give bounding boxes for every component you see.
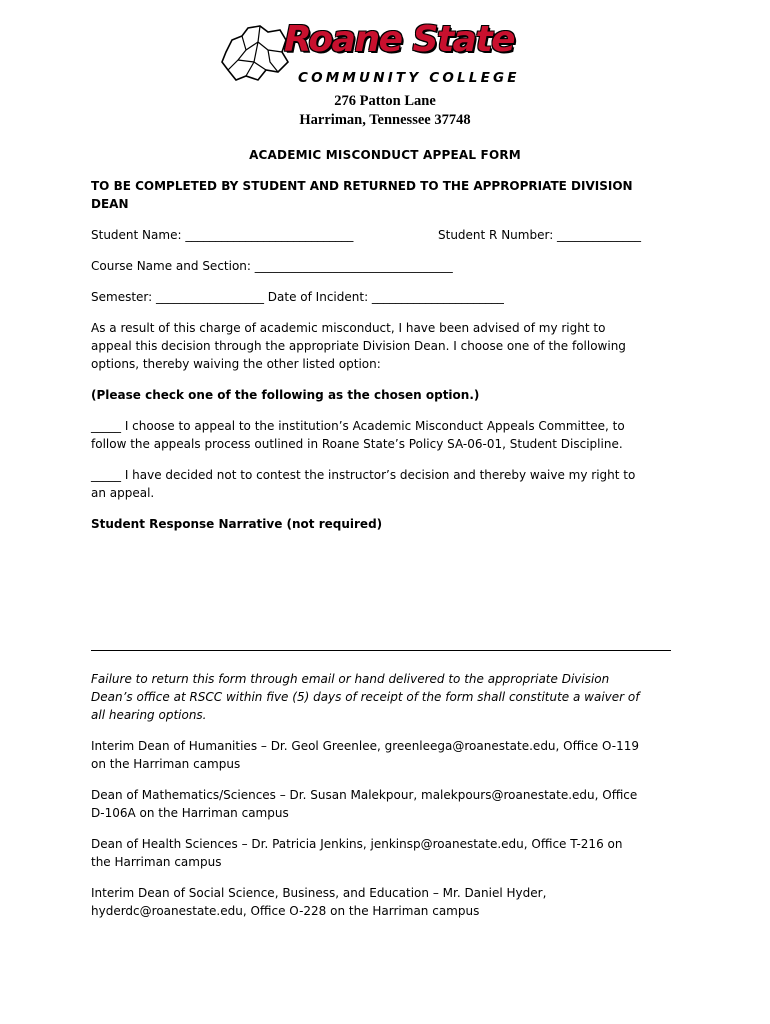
dean-math-sciences-line-1: Dean of Mathematics/Sciences – Dr. Susan Malekpour, malekpours@roanestate.edu, Office — [91, 788, 638, 802]
student-name-field[interactable]: Student Name: ____________________________ — [91, 228, 354, 242]
dean-social-science-line-2: hyderdc@roanestate.edu, Office O-228 on the Harriman campus — [91, 904, 480, 918]
address-city: Harriman, Tennessee 37748 — [299, 112, 471, 128]
advised-text-line-3: options, thereby waiving the other listed option: — [91, 357, 381, 371]
dean-humanities-line-1: Interim Dean of Humanities – Dr. Geol Greenlee, greenleega@roanestate.edu, Office O-119 — [91, 739, 640, 753]
appeal-option-line-2: follow the appeals process outlined in Roane State’s Policy SA-06-01, Student Discipline. — [91, 437, 623, 451]
college-logo — [212, 18, 542, 90]
narrative-heading: Student Response Narrative (not required) — [91, 517, 383, 531]
advised-text-line-1: As a result of this charge of academic misconduct, I have been advised of my right to — [91, 321, 606, 335]
county-map-icon — [218, 22, 290, 84]
failure-notice-line-2: Dean’s office at RSCC within five (5) days of receipt of the form shall constitute a waiver of — [91, 690, 640, 704]
waive-option-line-2: an appeal. — [91, 486, 155, 500]
dean-social-science-line-1: Interim Dean of Social Science, Business, and Education – Mr. Daniel Hyder, — [91, 886, 547, 900]
appeal-option-line-1[interactable]: _____ I choose to appeal to the institution’s Academic Misconduct Appeals Committee, to — [91, 419, 625, 433]
instruction-line-1: TO BE COMPLETED BY STUDENT AND RETURNED TO THE APPROPRIATE DIVISION — [91, 179, 633, 193]
semester-incident-field[interactable]: Semester: __________________ Date of Incident: ______________________ — [91, 290, 504, 304]
course-section-field[interactable]: Course Name and Section: _________________________________ — [91, 259, 453, 273]
student-r-number-field[interactable]: Student R Number: ______________ — [438, 228, 642, 242]
dean-health-sciences-line-1: Dean of Health Sciences – Dr. Patricia Jenkins, jenkinsp@roanestate.edu, Office T-216 on — [91, 837, 623, 851]
address-street: 276 Patton Lane — [334, 93, 436, 109]
failure-notice-line-1: Failure to return this form through email or hand delivered to the appropriate Division — [91, 672, 610, 686]
instruction-line-2: DEAN — [91, 197, 129, 211]
dean-humanities-line-2: on the Harriman campus — [91, 757, 241, 771]
check-instruction: (Please check one of the following as the chosen option.) — [91, 388, 480, 402]
college-name: Roane State — [284, 19, 515, 60]
advised-text-line-2: appeal this decision through the appropriate Division Dean. I choose one of the following — [91, 339, 626, 353]
failure-notice-line-3: all hearing options. — [91, 708, 207, 722]
form-title: ACADEMIC MISCONDUCT APPEAL FORM — [249, 148, 521, 162]
narrative-signature-line[interactable] — [91, 650, 671, 651]
dean-math-sciences-line-2: D-106A on the Harriman campus — [91, 806, 289, 820]
college-subtitle: COMMUNITY COLLEGE — [298, 70, 520, 86]
dean-health-sciences-line-2: the Harriman campus — [91, 855, 222, 869]
waive-option-line-1[interactable]: _____ I have decided not to contest the instructor’s decision and thereby waive my right to — [91, 468, 636, 482]
